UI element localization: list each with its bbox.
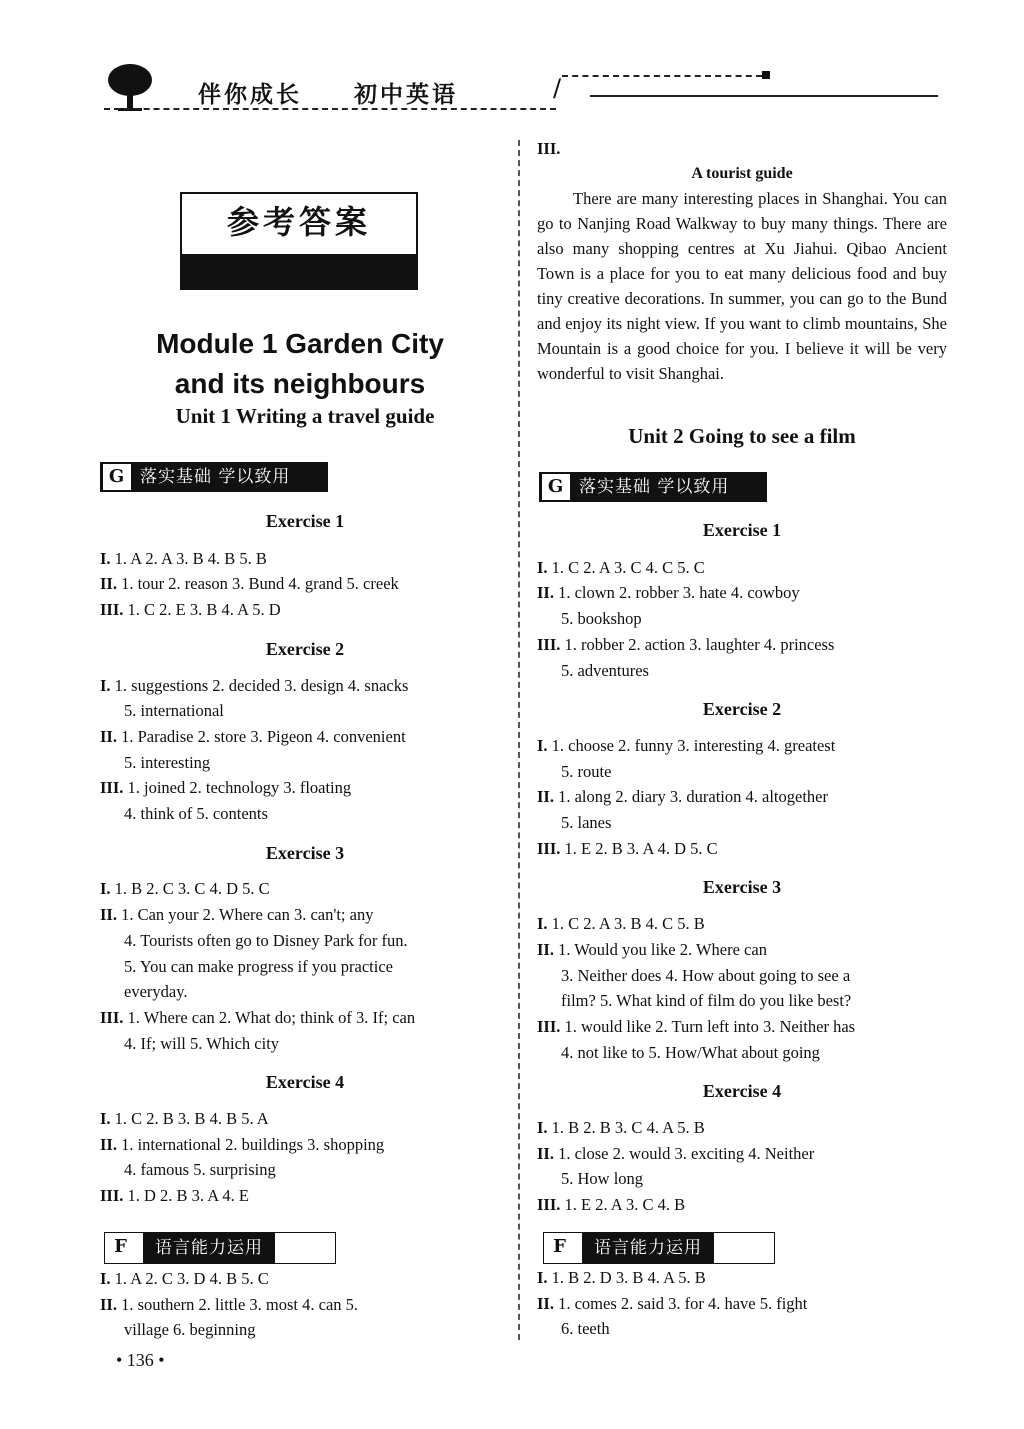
answer-line: 6. teeth bbox=[561, 1319, 610, 1339]
answer-line bbox=[537, 784, 947, 810]
answer-text: 1. E 2. B 3. A 4. D 5. C bbox=[564, 838, 718, 858]
answer-line: village 6. beginning bbox=[124, 1320, 256, 1340]
answer-line: 5. route bbox=[561, 761, 612, 781]
roman-numeral: I. bbox=[537, 914, 548, 934]
badge-label: 语言能力运用 bbox=[143, 1233, 275, 1263]
roman-numeral: III. bbox=[537, 1195, 561, 1215]
answer-line bbox=[537, 836, 947, 862]
answer-line bbox=[537, 632, 947, 658]
roman-numeral: II. bbox=[100, 1134, 117, 1154]
roman-numeral: I. bbox=[537, 735, 548, 755]
answer-text: 1. robber 2. action 3. laughter 4. princess bbox=[564, 634, 835, 654]
answer-line: 5. You can make progress if you practice bbox=[124, 956, 393, 976]
module-title-line2: and its neighbours bbox=[174, 368, 426, 399]
roman-numeral: II. bbox=[100, 1294, 117, 1314]
exercise-title: Exercise 2 bbox=[702, 699, 782, 720]
answer-text: 1. Paradise 2. store 3. Pigeon 4. convenient bbox=[121, 726, 406, 746]
roman-numeral: II. bbox=[537, 583, 554, 603]
exercise-title: Exercise 4 bbox=[265, 1072, 345, 1093]
answer-line: 5. bookshop bbox=[561, 609, 642, 629]
exercise-title: Exercise 1 bbox=[265, 511, 345, 531]
answer-text: 1. international 2. buildings 3. shopping bbox=[121, 1134, 385, 1154]
roman-numeral: I. bbox=[537, 1268, 548, 1287]
answer-text: 1. C 2. E 3. B 4. A 5. D bbox=[127, 600, 281, 620]
exercise-title: Exercise 3 bbox=[265, 842, 345, 863]
answer-line: 4. think of 5. contents bbox=[124, 804, 268, 824]
module-title-line1: Module 1 Garden City bbox=[156, 328, 444, 359]
section-badge-basics-left bbox=[100, 462, 328, 492]
right-language bbox=[537, 1265, 947, 1342]
answer-text: 1. D 2. B 3. A 4. E bbox=[127, 1186, 249, 1206]
section-badge-basics-right bbox=[539, 472, 767, 502]
answer-text: 1. C 2. B 3. B 4. B 5. A bbox=[114, 1109, 269, 1129]
left-exercises bbox=[100, 509, 510, 1209]
roman-numeral: II. bbox=[100, 726, 117, 746]
roman-numeral: II. bbox=[537, 787, 554, 807]
answer-text: 1. E 2. A 3. C 4. B bbox=[564, 1195, 686, 1215]
header-dashed-rule-top bbox=[562, 75, 762, 77]
left-column-top bbox=[100, 404, 510, 430]
subject-name: 初中英语 bbox=[354, 82, 458, 108]
answer-line bbox=[537, 733, 947, 759]
answer-text: 1. B 2. B 3. C 4. A 5. B bbox=[551, 1118, 705, 1138]
answer-text: 1. A 2. C 3. D 4. B 5. C bbox=[114, 1269, 269, 1288]
answer-line bbox=[537, 555, 947, 581]
roman-numeral: I. bbox=[100, 879, 111, 899]
section-label: III. bbox=[537, 139, 561, 158]
answer-line: everyday. bbox=[124, 982, 188, 1002]
section-f-icon: F bbox=[546, 1234, 574, 1260]
section-badge-language-right bbox=[543, 1232, 775, 1264]
answer-line bbox=[100, 724, 510, 750]
roman-numeral: II. bbox=[100, 905, 117, 925]
title-bar bbox=[182, 254, 416, 288]
exercise-title: Exercise 4 bbox=[702, 1081, 782, 1102]
answer-text: 1. close 2. would 3. exciting 4. Neither bbox=[558, 1143, 815, 1163]
right-exercises bbox=[537, 518, 947, 1218]
roman-numeral: I. bbox=[537, 557, 548, 577]
answer-line bbox=[100, 597, 510, 623]
answer-text: 1. Where can 2. What do; think of 3. If; can bbox=[127, 1007, 416, 1027]
answer-line bbox=[537, 937, 947, 963]
answer-line: 5. international bbox=[124, 701, 224, 721]
roman-numeral: II. bbox=[537, 1143, 554, 1163]
page-number: • 136 • bbox=[116, 1350, 165, 1370]
header-dashed-rule bbox=[104, 108, 556, 110]
roman-numeral: III. bbox=[100, 1186, 124, 1206]
answer-text: 1. comes 2. said 3. for 4. have 5. fight bbox=[558, 1293, 808, 1313]
answer-line bbox=[100, 902, 510, 928]
column-divider bbox=[518, 140, 520, 1340]
roman-numeral: III. bbox=[537, 838, 561, 858]
answer-text: 1. A 2. A 3. B 4. B 5. B bbox=[114, 548, 267, 568]
answer-text: 1. B 2. D 3. B 4. A 5. B bbox=[551, 1268, 706, 1287]
answer-line bbox=[100, 1132, 510, 1158]
answer-line: 4. not like to 5. How/What about going bbox=[561, 1042, 820, 1062]
exercise-title: Exercise 3 bbox=[702, 877, 782, 898]
answer-text: 1. C 2. A 3. C 4. C 5. C bbox=[551, 557, 705, 577]
answer-text: 1. would like 2. Turn left into 3. Neither has bbox=[564, 1016, 856, 1036]
answer-line: 5. How long bbox=[561, 1169, 644, 1189]
roman-numeral: I. bbox=[100, 675, 111, 695]
answer-text: 1. joined 2. technology 3. floating bbox=[127, 778, 352, 798]
left-language bbox=[100, 1266, 510, 1343]
answer-line bbox=[100, 1183, 510, 1209]
answer-line bbox=[100, 546, 510, 572]
roman-numeral: II. bbox=[537, 939, 554, 959]
answer-text: 1. tour 2. reason 3. Bund 4. grand 5. creek bbox=[121, 574, 399, 594]
answer-line bbox=[100, 775, 510, 801]
roman-numeral: I. bbox=[100, 1109, 111, 1129]
answer-text: 1. C 2. A 3. B 4. C 5. B bbox=[551, 914, 705, 934]
answer-line: 4. famous 5. surprising bbox=[124, 1160, 276, 1180]
tourist-guide-section bbox=[537, 136, 947, 386]
header-slash: / bbox=[553, 74, 562, 102]
answer-line: 5. lanes bbox=[561, 813, 612, 833]
answer-text: 1. suggestions 2. decided 3. design 4. snacks bbox=[114, 675, 409, 695]
answer-line bbox=[100, 1292, 510, 1318]
answer-line bbox=[100, 1106, 510, 1132]
badge-label: 落实基础 学以致用 bbox=[579, 477, 730, 497]
header-solid-rule bbox=[590, 95, 938, 97]
answer-line bbox=[100, 571, 510, 597]
section-g-icon: G bbox=[541, 473, 571, 501]
answer-line bbox=[537, 1141, 947, 1167]
answer-line bbox=[537, 1192, 947, 1218]
guide-title: A tourist guide bbox=[691, 165, 793, 182]
answer-line bbox=[100, 1266, 510, 1292]
answer-line bbox=[537, 1265, 947, 1291]
answer-text: 1. choose 2. funny 3. interesting 4. greatest bbox=[551, 735, 836, 755]
roman-numeral: I. bbox=[100, 1269, 111, 1288]
module-title bbox=[100, 324, 500, 404]
page-title: 参考答案 bbox=[226, 203, 371, 241]
answer-line: film? 5. What kind of film do you like best? bbox=[561, 991, 852, 1011]
exercise-title: Exercise 1 bbox=[702, 520, 782, 540]
answer-line: 3. Neither does 4. How about going to see a bbox=[561, 965, 851, 985]
tree-logo-icon bbox=[104, 62, 156, 112]
guide-paragraph: There are many interesting places in Shanghai. You can go to Nanjing Road Walkway to buy many things. There are also many shopping centres at Xu Jiahui. Qibao Ancient Town is a place for you to eat many delicious food and buy tiny creative decorations. In summer, you can go to the Bund and enjoy its night view. If you want to climb mountains, She Mountain is a good choice for you. I believe it will be very wonderful to visit Shanghai. bbox=[537, 189, 947, 383]
badge-label: 落实基础 学以致用 bbox=[140, 467, 291, 487]
roman-numeral: II. bbox=[100, 574, 117, 594]
series-name: 伴你成长 bbox=[198, 82, 302, 108]
answer-line bbox=[100, 673, 510, 699]
roman-numeral: III. bbox=[537, 1016, 561, 1036]
answer-line: 4. Tourists often go to Disney Park for fun. bbox=[124, 930, 408, 950]
roman-numeral: III. bbox=[100, 600, 124, 620]
answer-line bbox=[100, 1005, 510, 1031]
answer-line: 5. adventures bbox=[561, 660, 649, 680]
roman-numeral: I. bbox=[100, 548, 111, 568]
answer-text: 1. along 2. diary 3. duration 4. altogether bbox=[558, 787, 828, 807]
unit2-title: Unit 2 Going to see a film bbox=[628, 424, 856, 448]
answer-text: 1. southern 2. little 3. most 4. can 5. bbox=[121, 1294, 359, 1314]
roman-numeral: II. bbox=[537, 1293, 554, 1313]
answer-line bbox=[537, 580, 947, 606]
answer-line: 5. interesting bbox=[124, 752, 211, 772]
answer-key-title-box bbox=[180, 192, 418, 290]
answer-text: 1. Would you like 2. Where can bbox=[558, 939, 767, 959]
section-f-icon: F bbox=[107, 1234, 135, 1260]
roman-numeral: III. bbox=[100, 1007, 124, 1027]
answer-line bbox=[100, 876, 510, 902]
roman-numeral: III. bbox=[100, 778, 124, 798]
section-g-icon: G bbox=[102, 463, 132, 491]
section-badge-language-left bbox=[104, 1232, 336, 1264]
answer-line bbox=[537, 1115, 947, 1141]
unit1-title: Unit 1 Writing a travel guide bbox=[175, 404, 435, 428]
answer-line bbox=[537, 1014, 947, 1040]
answer-text: 1. Can your 2. Where can 3. can't; any bbox=[121, 905, 374, 925]
badge-label: 语言能力运用 bbox=[582, 1233, 714, 1263]
roman-numeral: III. bbox=[537, 634, 561, 654]
answer-line bbox=[537, 911, 947, 937]
answer-line: 4. If; will 5. Which city bbox=[124, 1033, 280, 1053]
header-square-mark bbox=[762, 71, 770, 79]
header-title bbox=[198, 76, 458, 109]
right-unit-header bbox=[537, 424, 947, 450]
roman-numeral: I. bbox=[537, 1118, 548, 1138]
answer-text: 1. clown 2. robber 3. hate 4. cowboy bbox=[558, 583, 800, 603]
exercise-title: Exercise 2 bbox=[265, 638, 345, 659]
answer-text: 1. B 2. C 3. C 4. D 5. C bbox=[114, 879, 270, 899]
answer-line bbox=[537, 1291, 947, 1317]
